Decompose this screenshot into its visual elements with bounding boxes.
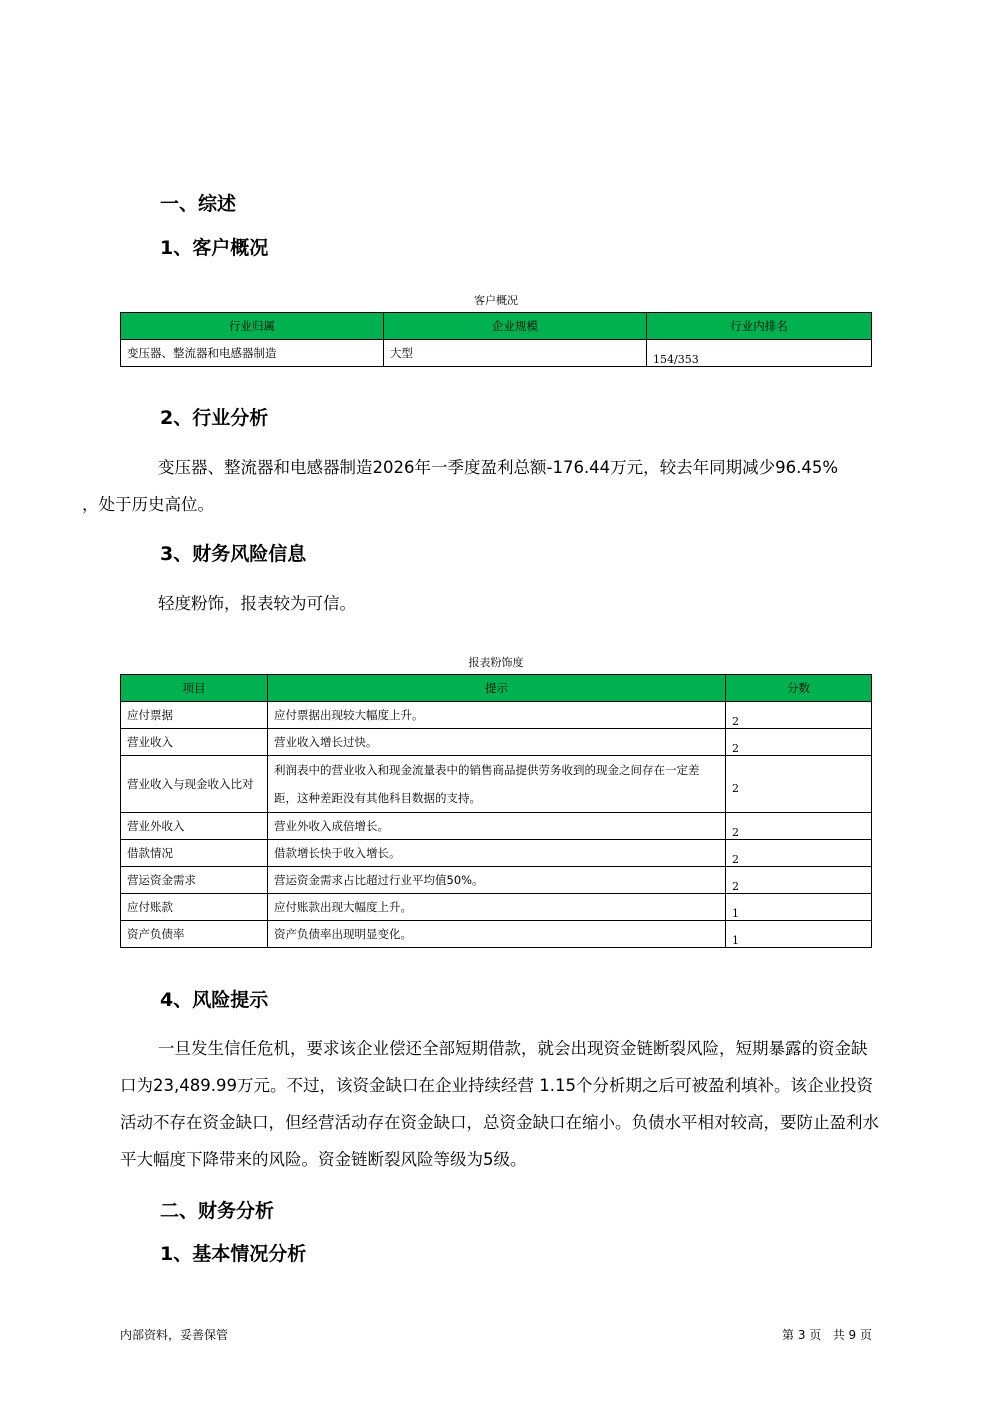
industry-analysis-text [82, 449, 880, 523]
header-rank: 行业内排名 [647, 313, 872, 340]
table-row [121, 756, 872, 813]
row-item: 借款情况 [121, 840, 268, 867]
row-hint: 资产负债率出现明显变化。 [268, 921, 726, 948]
table-row [121, 729, 872, 756]
row-hint: 营业收入增长过快。 [268, 729, 726, 756]
footer-confidential: 内部资料，妥善保管 [120, 1328, 229, 1342]
table-row [121, 921, 872, 948]
row-score: 1 [726, 894, 872, 921]
industry-text-line2: ，处于历史高位。 [82, 495, 214, 514]
row-item: 资产负债率 [121, 921, 268, 948]
risk-warning-text: 一旦发生信任危机，要求该企业偿还全部短期借款，就会出现资金链断裂风险，短期暴露的资金缺口为23,489.99万元。不过，该资金缺口在企业持续经营 1.15个分析期之后可被盈利填补。该企业投资活动不存在资金缺口，但经营活动存在资金缺口，总资金缺口在缩小。负债水平相对较高，要防止盈利水平大幅度下降带来的风险。资金链断裂风险等级为5级。 [120, 1039, 879, 1169]
basic-analysis-heading: 1、基本情况分析 [160, 1243, 307, 1265]
decoration-table [120, 674, 872, 948]
financial-analysis-heading: 二、财务分析 [160, 1200, 275, 1222]
row-item: 营业收入与现金收入比对 [121, 756, 268, 813]
table-row [121, 702, 872, 729]
table-row [121, 813, 872, 840]
industry-analysis-heading: 2、行业分析 [160, 407, 269, 429]
row-hint: 营业外收入成倍增长。 [268, 813, 726, 840]
row-hint: 营运资金需求占比超过行业平均值50%。 [268, 867, 726, 894]
table-row [121, 840, 872, 867]
header-score: 分数 [726, 675, 872, 702]
header-scale: 企业规模 [384, 313, 647, 340]
header-hint: 提示 [268, 675, 726, 702]
section-overview-heading: 一、综述 [160, 193, 237, 215]
row-score: 1 [726, 921, 872, 948]
row-score: 2 [726, 813, 872, 840]
table-row [121, 867, 872, 894]
header-industry: 行业归属 [121, 313, 384, 340]
industry-text-line1: 变压器、整流器和电感器制造2026年一季度盈利总额-176.44万元，较去年同期减少96.45% [158, 458, 839, 477]
row-hint: 应付票据出现较大幅度上升。 [268, 702, 726, 729]
cell-scale: 大型 [384, 340, 647, 367]
customer-profile-heading: 1、客户概况 [160, 237, 269, 259]
risk-warning-heading: 4、风险提示 [160, 989, 269, 1011]
row-hint: 应付账款出现大幅度上升。 [268, 894, 726, 921]
table-row [121, 894, 872, 921]
footer-page-number: 第 3 页 共 9 页 [782, 1328, 872, 1342]
row-score: 2 [726, 867, 872, 894]
row-score: 2 [726, 840, 872, 867]
row-hint: 利润表中的营业收入和现金流量表中的销售商品提供劳务收到的现金之间存在一定差距，这种差距没有其他科目数据的支持。 [268, 756, 726, 813]
row-hint: 借款增长快于收入增长。 [268, 840, 726, 867]
financial-risk-heading: 3、财务风险信息 [160, 543, 307, 565]
financial-risk-text: 轻度粉饰，报表较为可信。 [158, 594, 356, 613]
row-score: 2 [726, 702, 872, 729]
row-item: 应付账款 [121, 894, 268, 921]
row-item: 营业收入 [121, 729, 268, 756]
decoration-table-caption: 报表粉饰度 [468, 656, 524, 669]
row-score: 2 [726, 756, 872, 813]
header-item: 项目 [121, 675, 268, 702]
customer-profile-table [120, 312, 872, 367]
row-item: 营运资金需求 [121, 867, 268, 894]
cell-rank: 154/353 [647, 340, 872, 367]
cell-industry: 变压器、整流器和电感器制造 [121, 340, 384, 367]
customer-table-caption: 客户概况 [474, 294, 518, 307]
row-item: 营业外收入 [121, 813, 268, 840]
row-score: 2 [726, 729, 872, 756]
row-item: 应付票据 [121, 702, 268, 729]
